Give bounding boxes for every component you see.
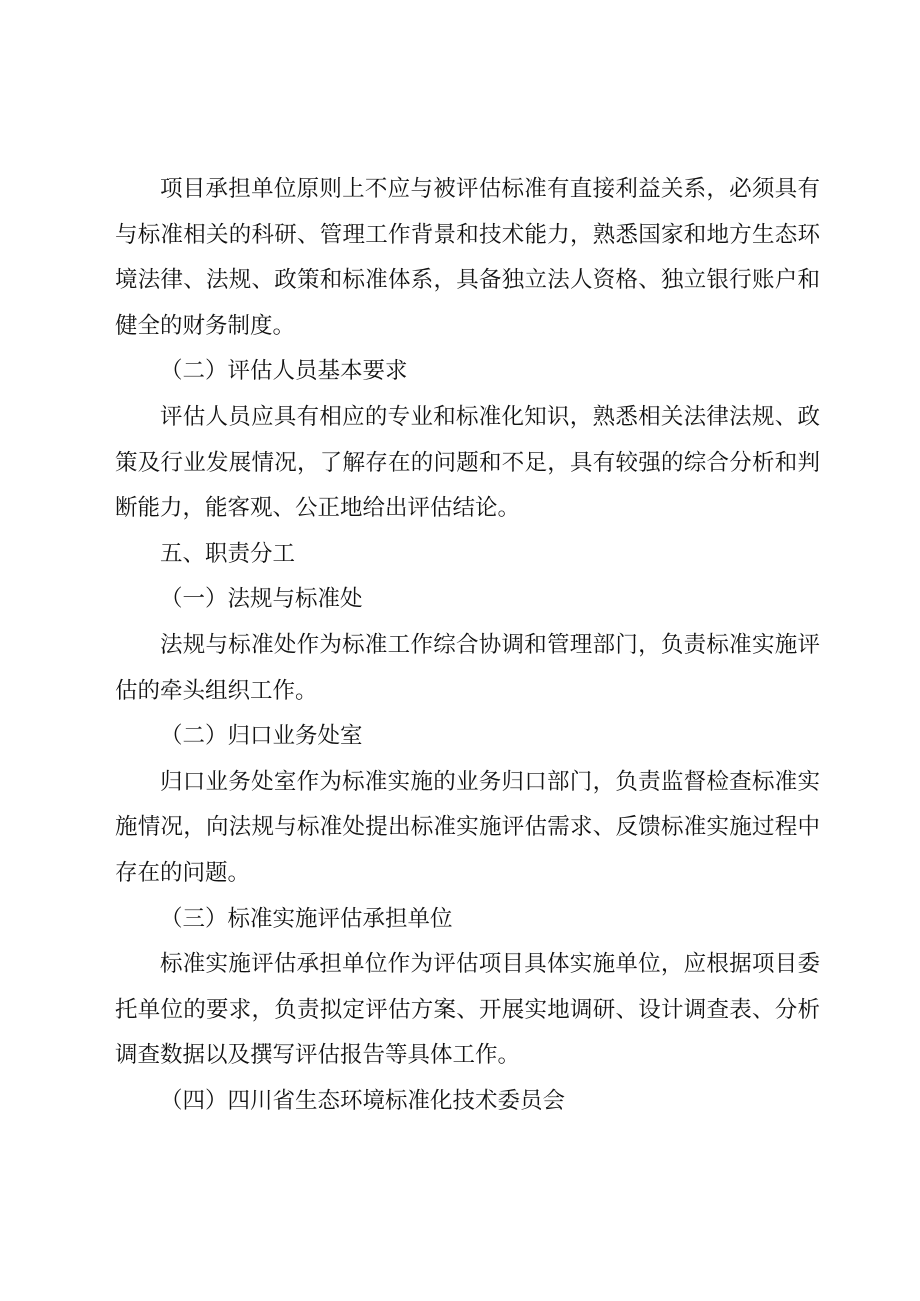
document-body bbox=[115, 167, 820, 1124]
subheading-standardization-committee: （四）四川省生态环境标准化技术委员会 bbox=[160, 1087, 566, 1114]
paragraph-business-office: 归口业务处室作为标准实施的业务归口部门，负责监督检查标准实施情况，向法规与标准处提出标准实施评估需求、反馈标准实施过程中存在的问题。 bbox=[115, 768, 820, 886]
subheading-evaluation-unit: （三）标准实施评估承担单位 bbox=[160, 905, 453, 932]
paragraph-unit-requirements: 项目承担单位原则上不应与被评估标准有直接利益关系，必须具有与标准相关的科研、管理工作背景和技术能力，熟悉国家和地方生态环境法律、法规、政策和标准体系，具备独立法人资格、独立银行账户和健全的财务制度。 bbox=[115, 176, 820, 339]
subheading-business-office: （二）归口业务处室 bbox=[160, 723, 363, 750]
paragraph-evaluator-requirements: 评估人员应具有相应的专业和标准化知识，熟悉相关法律法规、政策及行业发展情况，了解存在的问题和不足，具有较强的综合分析和判断能力，能客观、公正地给出评估结论。 bbox=[115, 403, 820, 522]
subheading-regulations-office: （一）法规与标准处 bbox=[160, 586, 363, 613]
paragraph-regulations-office: 法规与标准处作为标准工作综合协调和管理部门，负责标准实施评估的牵头组织工作。 bbox=[115, 631, 820, 704]
section-heading-responsibilities: 五、职责分工 bbox=[160, 540, 296, 567]
paragraph-evaluation-unit: 标准实施评估承担单位作为评估项目具体实施单位，应根据项目委托单位的要求，负责拟定评估方案、开展实地调研、设计调查表、分析调查数据以及撰写评估报告等具体工作。 bbox=[115, 951, 820, 1069]
subheading-evaluator-requirements: （二）评估人员基本要求 bbox=[160, 358, 408, 385]
